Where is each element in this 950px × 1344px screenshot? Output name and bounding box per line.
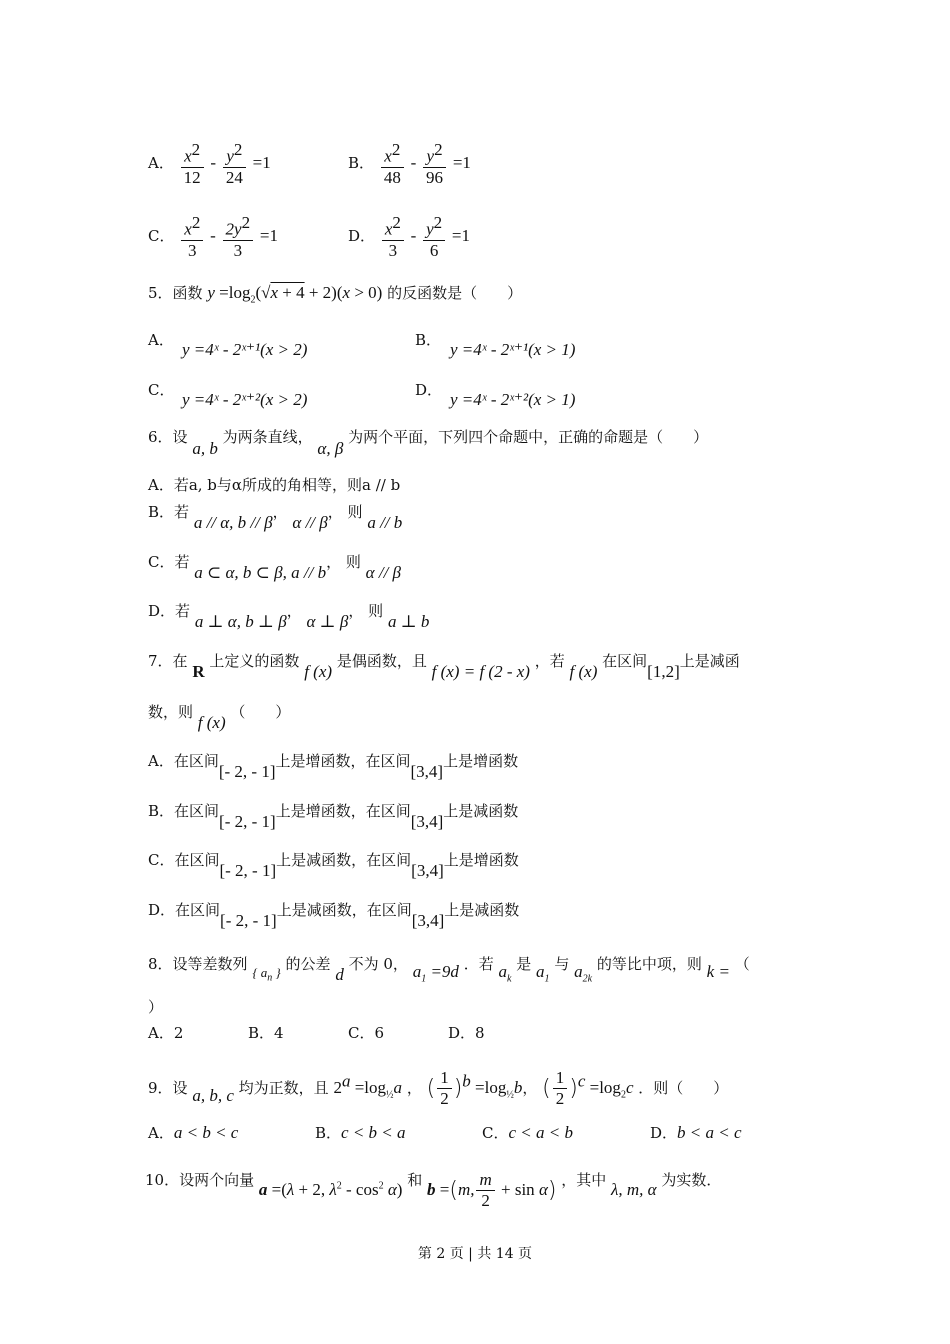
q7-option-c: C．在区间[- 2, - 1]上是减函数，在区间[3,4]上是增函数 (148, 851, 519, 880)
q7-option-d: D．在区间[- 2, - 1]上是减函数，在区间[3,4]上是减函数 (148, 901, 520, 930)
q8-option-b: B．4 (248, 1024, 284, 1042)
q4a-frac1: $\frac{x^2}{12}$ (181, 140, 204, 188)
q5-option-c: C． (148, 381, 175, 399)
q9-option-c: C．c < a < b (482, 1123, 573, 1142)
q8-option-d: D．8 (448, 1024, 485, 1042)
q5-stem: 5．函数 $y =\log_2(√x + 4 + 2)(x > 0)$ 的反函数是（ ） (148, 283, 523, 306)
page-footer: 第 2 页 | 共 14 页 (417, 1246, 533, 1262)
q5-option-b-expr: y =4ˣ - 2ˣ⁺¹(x > 1) (450, 340, 576, 359)
q6-option-a: A．若a, b与α所成的角相等，则a // b (148, 476, 401, 494)
q7-option-a: A．在区间[- 2, - 1]上是增函数，在区间[3,4]上是增函数 (148, 752, 519, 781)
q7-stem-line2: 数，则 f (x) （ ） (148, 703, 291, 732)
q4-option-d: D． $\frac{x^2}{3}$ - $\frac{y^2}{6}$ =1 (348, 213, 471, 261)
q9-stem: 9．设 a, b, c 均为正数，且 $2^a =\log_{\frac{1}{2}}a$ ， ( $\frac{1}{2}$ )$^b =\log_{\frac{1}{2}}b$， ( $\frac{1}{2}$ )$^c =\log_2c$ ．则（ ） (148, 1068, 729, 1109)
q5-option-b: B． (415, 331, 442, 349)
q5-option-a-expr: y =4ˣ - 2ˣ⁺¹(x > 2) (182, 340, 308, 359)
q4-option-a: A． $\frac{x^2}{12}$ - $\frac{y^2}{24}$ =1 (148, 140, 271, 188)
q6-option-b: B．若 a // α, b // β， α // β， 则 a // b (148, 503, 403, 532)
q6-option-c: C．若 a ⊂ α, b ⊂ β, a // b， 则 α // β (148, 553, 402, 582)
q4a-frac2: $\frac{y^2}{24}$ (223, 140, 246, 188)
q8-option-a: A．2 (148, 1024, 184, 1042)
q5-option-d-expr: y =4ˣ - 2ˣ⁺²(x > 1) (450, 390, 576, 409)
q9-option-d: D．b < a < c (650, 1123, 742, 1142)
q8-stem: 8．设等差数列 { $a_n$ } 的公差 d 不为 0， $a_1 =9d$ ．若 $a_k$ 是 $a_1$ 与 $a_{2k}$ 的等比中项，则 k = （ (148, 955, 750, 985)
q5-option-a: A． (148, 331, 174, 349)
q4-option-c: C． $\frac{x^2}{3}$ - $\frac{2y^2}{3}$ =1 (148, 213, 278, 261)
q5-option-d: D． (415, 381, 443, 399)
q6-option-d: D．若 a ⊥ α, b ⊥ β， α ⊥ β， 则 a ⊥ b (148, 602, 430, 631)
q8-option-c: C．6 (348, 1024, 385, 1042)
q4-option-b: B． $\frac{x^2}{48}$ - $\frac{y^2}{96}$ =1 (348, 140, 471, 188)
q5-option-c-expr: y =4ˣ - 2ˣ⁺²(x > 2) (182, 390, 308, 409)
q6-stem: 6．设 a, b 为两条直线， α, β 为两个平面，下列四个命题中，正确的命题是（ ） (148, 428, 709, 458)
q7-option-b: B．在区间[- 2, - 1]上是增函数，在区间[3,4]上是减函数 (148, 802, 519, 831)
q9-option-a: A．a < b < c (148, 1123, 239, 1142)
q8-close-paren: ） (148, 998, 164, 1016)
q9-option-b: B．c < b < a (315, 1123, 406, 1142)
q7-stem-line1: 7．在 R 上定义的函数 f (x) 是偶函数，且 f (x) = f (2 - x) ，若 f (x) 在区间[1,2]上是减函 (148, 652, 740, 681)
q10-stem: 10．设两个向量 a =(λ + 2, $\lambda^2 - \cos^2 \alpha$) 和 b =(m, $\frac{m}{2}$ + sin α) ，其中 λ, m, α 为实数． (145, 1170, 722, 1211)
